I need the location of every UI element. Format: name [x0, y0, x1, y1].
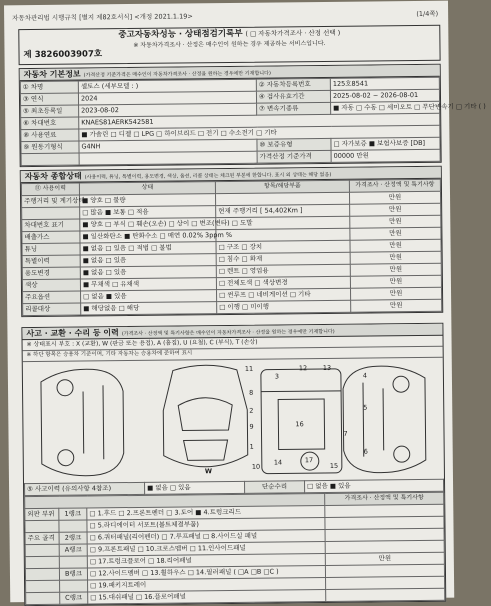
part-number-15: 15 — [329, 461, 339, 470]
part-number-16: 16 — [295, 420, 304, 429]
form-subtitle: ※ 자동차가격조사 · 산정은 매수인이 원하는 경우 제공하는 서비스입니다. — [133, 39, 326, 49]
part-number-1: 1 — [249, 442, 254, 451]
part-items: □ 19.패키지트레이 — [88, 577, 326, 591]
part-rank: 1랭크 — [59, 508, 87, 520]
basic-label-2: 가격산정 기준가격 — [257, 150, 331, 163]
condition-item: 특별이력 — [22, 255, 80, 268]
condition-detail: 현재 주행거리 [ 54,402Km ] — [216, 204, 350, 217]
part-items: □ 1.후드 □ 2.프론트펜더 □ 3.도어 ■ 4.트렁크리드 — [87, 505, 325, 519]
accident-section — [21, 323, 446, 606]
condition-state: ■ 없음 □ 있음 — [80, 254, 216, 267]
basic-value: 셀토스 (세부모델 : ) — [78, 79, 256, 93]
basic-label: ⑧ 사용연료 — [21, 129, 79, 142]
condition-state: □ 없음 ■ 있음 — [81, 290, 217, 303]
basic-label-2: ④ 검사유효기간 — [256, 90, 330, 103]
part-number-17: 17 — [304, 456, 314, 465]
part-group — [26, 592, 60, 604]
condition-item: 주요옵션 — [23, 291, 81, 304]
basic-value: KNAES81AERK542581 — [79, 113, 440, 129]
condition-item: 리콜대상 — [23, 303, 81, 316]
part-number-5: 5 — [363, 403, 368, 412]
basic-label-2: ⑦ 변속기종류 — [257, 102, 331, 115]
condition-state: ■ 없음 □ 있음 — [80, 266, 216, 279]
part-items: □ 17.트렁크플로어 □ 18.리어패널 — [87, 553, 325, 567]
part-rank — [60, 580, 88, 592]
condition-detail: □ 렌트 □ 영업용 — [216, 264, 350, 277]
col-price: 가격조사 · 산정액 및 특기사항 — [349, 179, 440, 192]
part-items: □ 12.사이드멤버 □ 13.휠하우스 □ 14.필러패널 ( □A □B □C ) — [87, 565, 325, 579]
part-group — [26, 580, 60, 592]
basic-label: ⑥ 차대번호 — [21, 117, 79, 130]
regulation-text: 자동차관리법 시행규칙 [별지 제82호서식] <개정 2021.1.19> — [12, 12, 193, 23]
condition-price: 만원 — [350, 203, 441, 216]
weld-mark-w: W — [204, 467, 213, 476]
parts-price-header: 가격조사 · 산정액 및 특기사항 — [325, 492, 444, 505]
basic-label-2: ⑩ 보증유형 — [257, 138, 331, 151]
condition-state: ■ 무채색 □ 유채색 — [80, 278, 216, 291]
condition-state: ■ 일산화탄소 ■ 탄화수소 □ 매연 0.02% 3ppm % — [80, 230, 216, 243]
part-number-6: 6 — [363, 447, 368, 456]
condition-item — [22, 207, 80, 220]
accident-history-value: ■ 없음 □ 있음 — [145, 481, 245, 494]
simple-repair-label: 단순수리 — [245, 481, 305, 494]
basic-value — [79, 151, 257, 165]
part-number-12: 12 — [298, 364, 308, 373]
condition-price: 만원 — [351, 299, 442, 312]
condition-item: 차대번호 표기 — [22, 219, 80, 232]
part-number-13: 13 — [322, 363, 332, 373]
part-rank: B랭크 — [59, 568, 87, 580]
basic-value: 2023-08-02 — [79, 103, 257, 117]
basic-value: G4NH — [79, 139, 257, 153]
overall-condition-section — [20, 166, 444, 317]
condition-price: 만원 — [350, 263, 441, 276]
condition-detail: □ 구조 □ 장치 — [216, 240, 350, 253]
part-number-11: 11 — [244, 364, 254, 373]
car-outline-drawing — [23, 358, 444, 484]
part-items: □ 15.대쉬패널 □ 16.플로어패널 — [88, 589, 326, 603]
condition-price: 만원 — [350, 275, 441, 288]
condition-state: ■ 없음 □ 있음 □ 적법 □ 불법 — [80, 242, 216, 255]
basic-value-2: □ 자가보증 ■ 보험사보증 [DB] — [331, 137, 440, 150]
condition-price: 만원 — [350, 287, 441, 300]
basic-label: ③ 연식 — [20, 93, 78, 106]
condition-item: 용도변경 — [22, 267, 80, 280]
condition-item: 배출가스 — [22, 231, 80, 244]
basic-value: 2024 — [78, 91, 256, 105]
condition-state: ■ 해당없음 □ 해당 — [81, 302, 217, 315]
part-number-4: 4 — [362, 371, 368, 380]
condition-price: 만원 — [350, 239, 441, 252]
title-box — [18, 25, 440, 65]
condition-price: 만원 — [350, 227, 441, 240]
basic-label: ⑤ 최초등록일 — [21, 105, 79, 118]
inspection-form — [4, 1, 486, 603]
part-group: 주요 골격 — [25, 532, 59, 544]
diagram-note: ※ 하단 항목은 승용차 기준이며, 기타 자동차는 승용차에 준하여 표시 — [26, 350, 193, 359]
part-price — [326, 588, 445, 601]
part-items: □ 5.라디에이터 서포트(볼트체결부품) — [87, 517, 325, 531]
condition-detail: □ 침수 □ 화재 — [216, 252, 350, 265]
basic-info-section — [19, 64, 486, 167]
part-rank — [59, 520, 87, 532]
simple-repair-value: □ 없음 ■ 있음 — [305, 479, 444, 492]
condition-state: ■ 양호 □ 부식 □ 훼손(오손) □ 상이 □ 변조(변타) □ 도말 — [80, 218, 216, 231]
basic-label-2: ② 자동차등록번호 — [256, 78, 330, 91]
part-group — [25, 556, 59, 568]
overall-heading: 자동차 종합상태 (사용이력, 튜닝, 특별이력, 용도변경, 색상, 옵션, 리콜 상태는 체크된 부분에 한합니다. 표시 외 상태는 해당 없음) — [21, 167, 441, 183]
condition-item: 색상 — [22, 279, 80, 292]
part-number-14: 14 — [273, 458, 283, 467]
basic-value: ■ 가솔린 □ 디젤 □ LPG □ 하이브리드 □ 전기 □ 수소전기 □ 기타 — [79, 125, 440, 141]
condition-detail: □ 이행 □ 미이행 — [217, 300, 351, 313]
basic-value-2: 125호8541 — [330, 77, 439, 90]
part-number-8: 8 — [249, 388, 254, 397]
condition-price: 만원 — [349, 191, 440, 204]
basic-value-2: ■ 자동 □ 수동 □ 세미오토 □ 무단변속기 □ 기타 ( ) — [331, 101, 440, 114]
basic-value-2: 2025-08-02 ~ 2026-08-01 — [330, 89, 439, 102]
basic-label — [21, 153, 79, 166]
col-state: 상태 — [79, 182, 215, 195]
basic-info-table — [20, 77, 486, 166]
part-number-10: 10 — [251, 462, 261, 471]
col-usage: ⑪ 사용이력 — [21, 183, 79, 196]
parts-table — [24, 492, 445, 605]
part-number-9: 9 — [249, 422, 254, 431]
part-items: □ 6.쿼터패널(리어펜더) □ 7.루프패널 □ 8.사이드실 패널 — [87, 529, 325, 543]
part-rank — [59, 556, 87, 568]
condition-detail: □ 전체도색 □ 색상변경 — [216, 276, 350, 289]
part-group: 외판 부위 — [25, 508, 59, 520]
condition-item: 튜닝 — [22, 243, 80, 256]
part-number-7: 7 — [343, 429, 348, 438]
accident-heading: 사고 · 교환 · 수리 등 이력 (가격조사 · 산정액 및 특기사항은 매수인이 자동차가격조사 · 산정을 원하는 경우에만 기재합니다) — [22, 324, 442, 340]
form-title: 중고자동차성능 · 상태점검기록부 ( □ 자동차가격조사 · 산정 선택 ) — [118, 28, 341, 41]
condition-detail: □ 썬루프 □ 네비게이션 □ 기타 — [217, 288, 351, 301]
part-group — [25, 520, 59, 532]
basic-label: ① 차명 — [20, 81, 78, 94]
part-rank: 2랭크 — [59, 532, 87, 544]
condition-price: 만원 — [350, 251, 441, 264]
col-item: 항목/해당부품 — [215, 180, 349, 193]
basic-label: ⑨ 원동기형식 — [21, 141, 79, 154]
condition-state: □ 많음 ■ 보통 □ 적음 — [80, 206, 216, 219]
basic-value-2: 00000 만원 — [331, 149, 440, 162]
condition-item: 주행거리 및 계기상태 — [22, 195, 80, 208]
car-diagram — [23, 357, 444, 483]
condition-price: 만원 — [350, 215, 441, 228]
part-rank: C랭크 — [60, 592, 88, 604]
page-indicator: (1/4쪽) — [416, 9, 439, 19]
form-top-line — [12, 11, 438, 25]
document-number: 제 3826003907호 — [23, 49, 103, 61]
status-legend: ※ 상태표시 부호 : X (교환), W (판금 또는 용접), A (흠집), U (요철), C (부식), T (손상) — [23, 336, 443, 351]
part-group — [25, 568, 59, 580]
condition-state: ■ 양호 □ 불량 — [80, 194, 216, 207]
part-number-2: 2 — [249, 406, 254, 415]
basic-info-heading: 자동차 기본정보 (가격산정 기준가격은 매수인이 자동차가격조사 · 산정을 원하는 경우에만 기재합니다) — [20, 65, 440, 81]
part-rank: A랭크 — [59, 544, 87, 556]
overall-table — [21, 179, 442, 316]
part-items: □ 9.프론트패널 □ 10.크로스멤버 □ 11.인사이드패널 — [87, 541, 325, 555]
part-price: 만원 — [325, 552, 444, 565]
accident-history-label: ⑤ 사고이력 (유의사항 4참조) — [25, 482, 145, 495]
part-group — [25, 544, 59, 556]
part-number-3: 3 — [274, 372, 280, 381]
